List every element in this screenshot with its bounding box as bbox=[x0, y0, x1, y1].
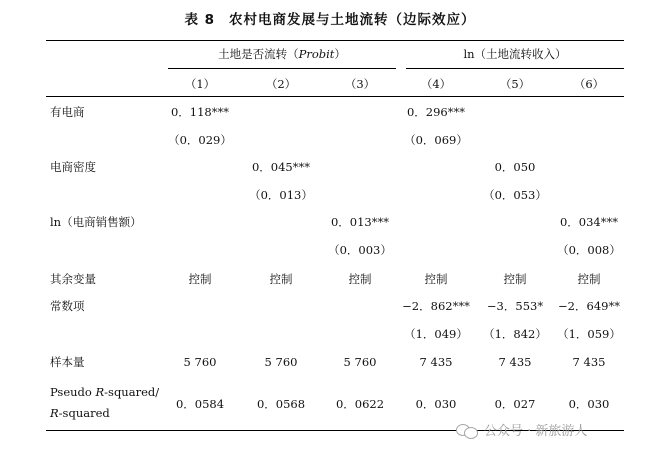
ecommerce-se-col1: （0．029） bbox=[168, 133, 232, 147]
n-col3: 5 760 bbox=[343, 355, 377, 369]
constant-coef-col5: −3．553* bbox=[486, 299, 544, 313]
r2-col2: 0．0568 bbox=[256, 397, 306, 411]
row-label-constant: 常数项 bbox=[50, 299, 85, 313]
n-col1: 5 760 bbox=[183, 355, 217, 369]
n-col6: 7 435 bbox=[572, 355, 606, 369]
group1-underline bbox=[168, 68, 396, 69]
table-title-text: 农村电商发展与土地流转（边际效应） bbox=[229, 12, 476, 28]
row-label-r2-line2: R-squared bbox=[50, 406, 110, 420]
ecommerce-coef-col4: 0．296*** bbox=[406, 105, 466, 119]
watermark-text: 公众号 · 新旅游人 bbox=[484, 424, 588, 439]
n-col2: 5 760 bbox=[264, 355, 298, 369]
constant-coef-col4: −2．862*** bbox=[402, 299, 470, 313]
r2-col5: 0．027 bbox=[494, 397, 536, 411]
density-coef-col2: 0．045*** bbox=[251, 160, 311, 174]
wechat-icon bbox=[456, 422, 478, 438]
controls-col6: 控制 bbox=[577, 272, 601, 286]
group2-header: ln（土地流转收入） bbox=[463, 47, 567, 61]
controls-col2: 控制 bbox=[269, 272, 293, 286]
group2-underline bbox=[406, 68, 624, 69]
constant-se-col6: （1．059） bbox=[557, 327, 621, 341]
column-header-1: （1） bbox=[184, 77, 216, 91]
row-label-density: 电商密度 bbox=[50, 160, 96, 174]
row-label-sales: ln（电商销售额） bbox=[50, 215, 142, 229]
top-rule bbox=[46, 40, 624, 41]
table-number: 表 8 bbox=[184, 12, 216, 28]
r2-col6: 0．030 bbox=[568, 397, 610, 411]
controls-col5: 控制 bbox=[503, 272, 527, 286]
n-col5: 7 435 bbox=[498, 355, 532, 369]
column-header-2: （2） bbox=[265, 77, 297, 91]
table-title bbox=[0, 8, 660, 28]
r2-col1: 0．0584 bbox=[175, 397, 225, 411]
density-coef-col5: 0．050 bbox=[494, 160, 536, 174]
ecommerce-se-col4: （0．069） bbox=[404, 133, 468, 147]
row-label-controls: 其余变量 bbox=[50, 272, 96, 286]
sales-coef-col6: 0．034*** bbox=[559, 215, 619, 229]
controls-col4: 控制 bbox=[424, 272, 448, 286]
r2-col3: 0．0622 bbox=[335, 397, 385, 411]
column-header-3: （3） bbox=[344, 77, 376, 91]
sales-se-col6: （0．008） bbox=[557, 243, 621, 257]
controls-col1: 控制 bbox=[188, 272, 212, 286]
group1-header: 土地是否流转（Probit） bbox=[218, 47, 346, 61]
column-header-5: （5） bbox=[499, 77, 531, 91]
n-col4: 7 435 bbox=[419, 355, 453, 369]
row-label-r2-line1: Pseudo R-squared/ bbox=[50, 385, 160, 399]
row-label-ecommerce: 有电商 bbox=[50, 105, 85, 119]
column-header-6: （6） bbox=[573, 77, 605, 91]
header-rule bbox=[46, 96, 624, 97]
sales-coef-col3: 0．013*** bbox=[330, 215, 390, 229]
column-header-4: （4） bbox=[420, 77, 452, 91]
sales-se-col3: （0．003） bbox=[328, 243, 392, 257]
constant-coef-col6: −2．649** bbox=[558, 299, 620, 313]
row-label-n: 样本量 bbox=[50, 355, 85, 369]
controls-col3: 控制 bbox=[348, 272, 372, 286]
r2-col4: 0．030 bbox=[415, 397, 457, 411]
watermark bbox=[456, 420, 587, 439]
constant-se-col4: （1．049） bbox=[404, 327, 468, 341]
constant-se-col5: （1．842） bbox=[483, 327, 547, 341]
density-se-col2: （0．013） bbox=[249, 188, 313, 202]
density-se-col5: （0．053） bbox=[483, 188, 547, 202]
ecommerce-coef-col1: 0．118*** bbox=[170, 105, 230, 119]
